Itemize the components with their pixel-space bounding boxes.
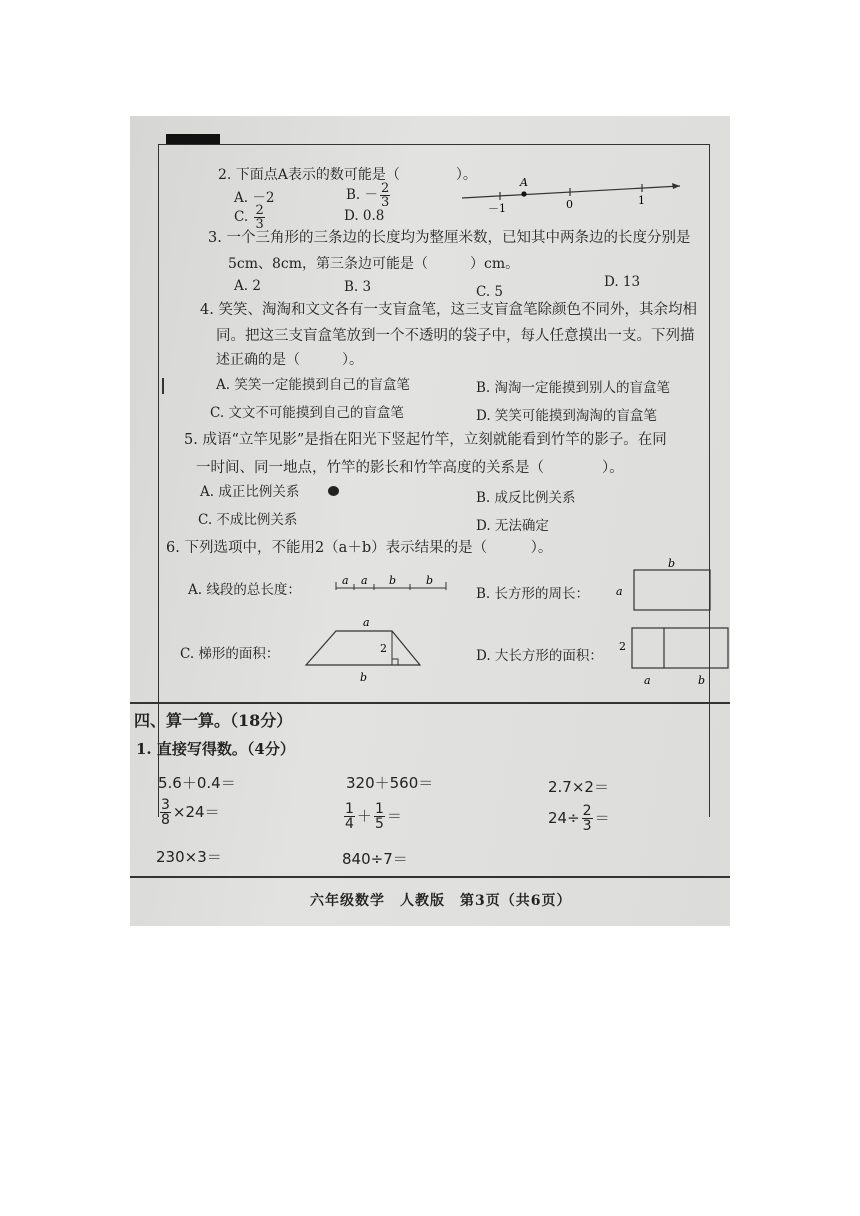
trapezoid-figure [300, 614, 430, 688]
page-footer: 六年级数学 人教版 第3页（共6页） [310, 893, 572, 909]
exam-page-photo [130, 116, 730, 926]
trap-label-height: 2 [380, 642, 387, 655]
q3-line2: 5cm、8cm，第三条边可能是（ ）cm。 [228, 256, 520, 272]
calc-5-fraction-2 [374, 802, 385, 831]
calc-6-eq: ＝ [594, 809, 610, 827]
calc-6-fraction [582, 804, 593, 833]
calc-6-num: 2 [582, 803, 592, 819]
q6-option-a[interactable]: A. 线段的总长度： [188, 582, 301, 598]
calc-4-den: 8 [161, 812, 170, 828]
calc-4-rest: ×24＝ [172, 803, 220, 821]
q3-line1: 3. 一个三角形的三条边的长度均为整厘米数，已知其中两条边的长度分别是 [208, 230, 691, 246]
calc-5-plus: ＋ [356, 807, 372, 825]
q2-c-prefix: C. [234, 209, 249, 225]
q3-option-a[interactable]: A. 2 [234, 278, 261, 294]
q2-b-den: 3 [381, 195, 390, 210]
q2-c-den: 3 [255, 217, 264, 232]
q3-option-c[interactable]: C. 5 [476, 284, 504, 300]
point-a-marker [521, 191, 526, 196]
calc-4-fraction [160, 798, 171, 827]
q2-b-fraction [380, 182, 390, 209]
segment-label-a1: a [342, 574, 349, 587]
segment-label-a2: a [361, 574, 368, 587]
trap-label-bottom: b [360, 671, 368, 684]
q5-line1: 5. 成语“立竿见影”是指在阳光下竖起竹竿，立刻就能看到竹竿的影子。在同 [184, 432, 667, 448]
q2-b-sign: － [364, 187, 379, 203]
q6-stem: 6. 下列选项中，不能用2（a＋b）表示结果的是（ ）。 [166, 540, 553, 556]
q4-option-b[interactable]: B. 淘淘一定能摸到别人的盲盒笔 [476, 380, 671, 396]
calc-5-eq: ＝ [386, 807, 402, 825]
q3-option-b[interactable]: B. 3 [344, 279, 372, 295]
calc-5-fraction-1 [344, 802, 355, 831]
segment-label-b1: b [389, 574, 397, 587]
q5-line2: 一时间、同一地点，竹竿的影长和竹竿高度的关系是（ ）。 [196, 460, 624, 476]
q2-stem: 2. 下面点A表示的数可能是（ ）。 [218, 167, 477, 183]
section4-title: 四、算一算。（18分） [134, 711, 293, 730]
rect-label-b: b [668, 557, 676, 570]
q4-option-d[interactable]: D. 笑笑可能摸到淘淘的盲盒笔 [476, 408, 657, 424]
calc-7: 230×3＝ [156, 848, 222, 866]
calc-5-den-1: 4 [345, 816, 354, 832]
calc-5-den-2: 5 [374, 816, 384, 832]
q4-line3: 述正确的是（ ）。 [216, 352, 363, 368]
calc-5-num-2: 1 [374, 801, 384, 817]
calc-6 [548, 804, 610, 833]
q6-option-d[interactable]: D. 大长方形的面积： [476, 648, 603, 664]
calc-1: 5.6＋0.4＝ [158, 774, 236, 792]
trap-label-top: a [363, 616, 370, 629]
calc-2: 320＋560＝ [346, 774, 434, 792]
calc-4 [158, 798, 220, 827]
rectangle-figure [614, 556, 714, 616]
q4-line1: 4. 笑笑、淘淘和文文各有一支盲盒笔，这三支盲盒笔除颜色不同外，其余均相 [200, 302, 697, 318]
section4-sub1: 1. 直接写得数。（4分） [136, 740, 295, 758]
q6-option-b[interactable]: B. 长方形的周长： [476, 586, 590, 602]
q2-option-a[interactable] [234, 186, 274, 206]
tick-1: 1 [638, 194, 645, 207]
q2-b-num: 2 [381, 181, 390, 196]
section-divider [130, 702, 730, 704]
tick-0: 0 [566, 198, 573, 211]
segment-label-b2: b [426, 574, 434, 587]
calc-6-pre: 24÷ [548, 809, 580, 827]
q4-line2: 同。把这三支盲盒笔放到一个不透明的袋子中，每人任意摸出一支。下列描 [216, 328, 695, 344]
q2-a-prefix: A. [234, 190, 249, 206]
rect-label-a: a [616, 585, 623, 598]
q2-b-prefix: B. [346, 187, 361, 203]
segment-figure [334, 572, 450, 594]
point-a-label: A [520, 176, 528, 189]
calc-5-num-1: 1 [345, 801, 354, 817]
q5-option-d[interactable]: D. 无法确定 [476, 518, 549, 534]
q4-option-c[interactable]: C. 文文不可能摸到自己的盲盒笔 [210, 405, 404, 421]
big-rect-label-a: a [644, 674, 651, 687]
q5-option-c[interactable]: C. 不成比例关系 [198, 512, 298, 528]
footer-divider [130, 876, 730, 878]
big-rectangle-figure [616, 624, 730, 690]
q2-c-num: 2 [255, 203, 264, 218]
calc-4-num: 3 [161, 797, 170, 813]
ink-blot [328, 486, 339, 496]
q2-a-value: －2 [252, 190, 275, 206]
q2-option-b[interactable] [346, 182, 392, 209]
q3-option-d[interactable]: D. 13 [604, 274, 641, 290]
tick-minus-1: －1 [488, 202, 506, 212]
calc-3: 2.7×2＝ [548, 778, 609, 796]
q6-option-c[interactable]: C. 梯形的面积： [180, 646, 280, 662]
q5-option-a[interactable]: A. 成正比例关系 [200, 484, 300, 500]
q4-option-a[interactable]: A. 笑笑一定能摸到自己的盲盒笔 [216, 377, 410, 393]
calc-5 [342, 802, 402, 831]
number-line [458, 170, 688, 212]
calc-8: 840÷7＝ [342, 850, 408, 868]
big-rect-label-b: b [698, 674, 706, 687]
q2-option-d[interactable]: D. 0.8 [344, 208, 385, 224]
big-rect-label-2: 2 [619, 640, 626, 653]
scan-corner-mark [166, 134, 220, 144]
calc-6-den: 3 [582, 818, 592, 834]
q5-option-b[interactable]: B. 成反比例关系 [476, 490, 576, 506]
